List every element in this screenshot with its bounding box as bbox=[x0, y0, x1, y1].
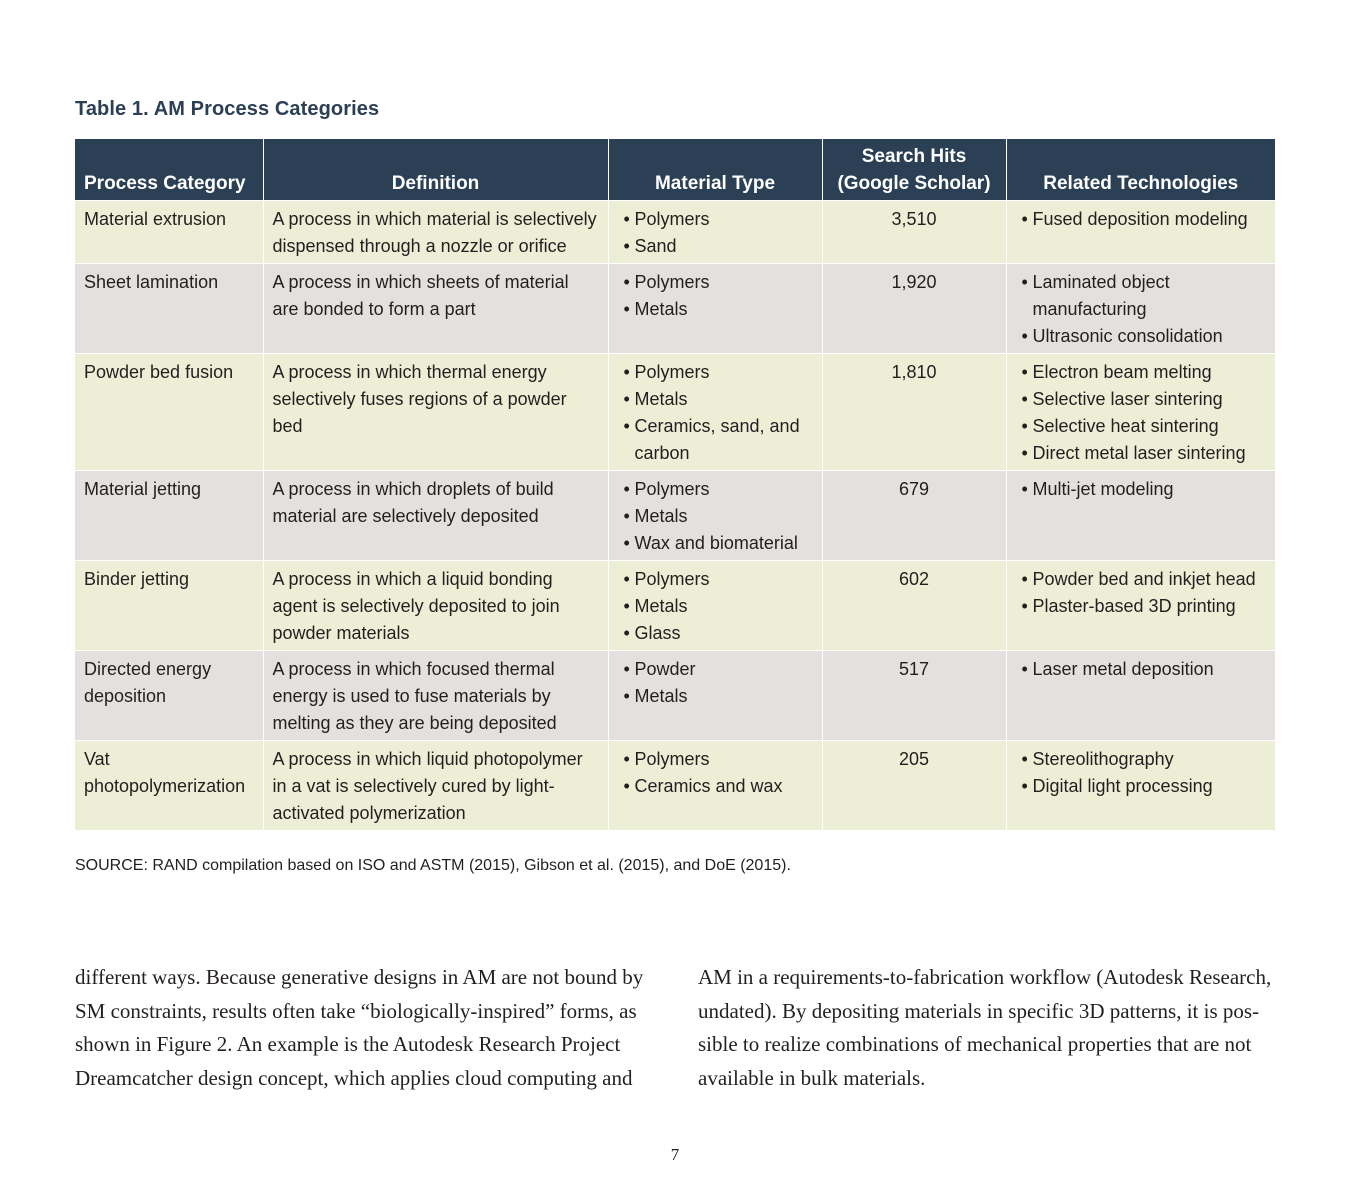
definition-cell: A process in which thermal energy selectively fuses regions of a powder bed bbox=[263, 354, 608, 471]
tech-item: • Direct metal laser sintering bbox=[1016, 440, 1267, 467]
definition-cell: A process in which a liquid bonding agent is selectively deposited to join powder materials bbox=[263, 561, 608, 651]
tech-item: • Powder bed and inkjet head bbox=[1016, 566, 1267, 593]
definition-cell: A process in which focused thermal energy is used to fuse materials by melting as they are being deposited bbox=[263, 651, 608, 741]
material-cell bbox=[608, 651, 822, 741]
tech-cell bbox=[1006, 741, 1275, 831]
material-item: • Polymers bbox=[618, 476, 813, 503]
material-item: • Metals bbox=[618, 296, 813, 323]
category-cell: Binder jetting bbox=[75, 561, 263, 651]
hits-cell: 517 bbox=[822, 651, 1006, 741]
table-row bbox=[75, 471, 1275, 561]
category-cell: Material jetting bbox=[75, 471, 263, 561]
category-cell: Directed energy deposition bbox=[75, 651, 263, 741]
body-text-right-column: AM in a requirements-to-fabrication workflow (Autodesk Research, undated). By depositing materials in specific 3D patterns, it is possible to realize combinations of mechanical properties that are not available in bulk materials. bbox=[698, 965, 1272, 1090]
material-item: • Powder bbox=[618, 656, 813, 683]
material-item: • Metals bbox=[618, 503, 813, 530]
tech-item: • Stereolithography bbox=[1016, 746, 1267, 773]
table-row bbox=[75, 651, 1275, 741]
tech-item: • Multi-jet modeling bbox=[1016, 476, 1267, 503]
definition-cell: A process in which sheets of material are bonded to form a part bbox=[263, 264, 608, 354]
definition-cell: A process in which droplets of build material are selectively deposited bbox=[263, 471, 608, 561]
tech-item: • Selective heat sintering bbox=[1016, 413, 1267, 440]
material-item: • Polymers bbox=[618, 269, 813, 296]
material-item: • Sand bbox=[618, 233, 813, 260]
tech-item: • Fused deposition modeling bbox=[1016, 206, 1267, 233]
category-cell: Powder bed fusion bbox=[75, 354, 263, 471]
table-row bbox=[75, 264, 1275, 354]
material-item: • Ceramics, sand, and carbon bbox=[618, 413, 813, 467]
table-row bbox=[75, 354, 1275, 471]
table-row bbox=[75, 741, 1275, 831]
tech-cell bbox=[1006, 201, 1275, 264]
material-cell bbox=[608, 201, 822, 264]
header-related-technologies: Related Technologies bbox=[1006, 139, 1275, 201]
category-cell: Sheet lamination bbox=[75, 264, 263, 354]
table-row bbox=[75, 201, 1275, 264]
material-item: • Glass bbox=[618, 620, 813, 647]
tech-cell bbox=[1006, 354, 1275, 471]
process-categories-table bbox=[75, 139, 1275, 830]
category-cell: Vat photopolymerization bbox=[75, 741, 263, 831]
material-item: • Polymers bbox=[618, 746, 813, 773]
material-item: • Polymers bbox=[618, 359, 813, 386]
tech-cell bbox=[1006, 264, 1275, 354]
tech-item: • Digital light processing bbox=[1016, 773, 1267, 800]
definition-cell: A process in which liquid photopolymer in a vat is selectively cured by light-activated polymerization bbox=[263, 741, 608, 831]
hits-cell: 3,510 bbox=[822, 201, 1006, 264]
header-material-type: Material Type bbox=[608, 139, 822, 201]
header-definition: Definition bbox=[263, 139, 608, 201]
material-item: • Polymers bbox=[618, 206, 813, 233]
material-item: • Polymers bbox=[618, 566, 813, 593]
material-item: • Wax and biomaterial bbox=[618, 530, 813, 557]
body-text-left-column: different ways. Because generative designs in AM are not bound by SM constraints, results often take “biologically-inspired” forms, as shown in Figure 2. An example is the Autodesk Research Project Dreamcatcher design concept, which applies cloud computing and bbox=[75, 965, 644, 1090]
hits-cell: 1,810 bbox=[822, 354, 1006, 471]
material-cell bbox=[608, 561, 822, 651]
material-item: • Ceramics and wax bbox=[618, 773, 813, 800]
tech-cell bbox=[1006, 471, 1275, 561]
header-search-hits: Search Hits (Google Scholar) bbox=[822, 139, 1006, 201]
tech-item: • Ultrasonic consolidation bbox=[1016, 323, 1267, 350]
table-source-note: SOURCE: RAND compilation based on ISO and ASTM (2015), Gibson et al. (2015), and DoE (2015). bbox=[75, 857, 791, 874]
header-process-category: Process Category bbox=[75, 139, 263, 201]
material-cell bbox=[608, 264, 822, 354]
tech-item: • Plaster-based 3D printing bbox=[1016, 593, 1267, 620]
tech-item: • Laser metal deposition bbox=[1016, 656, 1267, 683]
table-header-row bbox=[75, 139, 1275, 201]
material-item: • Metals bbox=[618, 386, 813, 413]
hits-cell: 602 bbox=[822, 561, 1006, 651]
table-row bbox=[75, 561, 1275, 651]
material-item: • Metals bbox=[618, 683, 813, 710]
tech-item: • Selective laser sintering bbox=[1016, 386, 1267, 413]
table-title: Table 1. AM Process Categories bbox=[75, 98, 380, 120]
material-cell bbox=[608, 741, 822, 831]
page-number: 7 bbox=[670, 1145, 680, 1164]
hits-cell: 679 bbox=[822, 471, 1006, 561]
material-cell bbox=[608, 354, 822, 471]
tech-item: • Electron beam melting bbox=[1016, 359, 1267, 386]
definition-cell: A process in which material is selectively dispensed through a nozzle or orifice bbox=[263, 201, 608, 264]
material-cell bbox=[608, 471, 822, 561]
hits-cell: 205 bbox=[822, 741, 1006, 831]
tech-item: • Laminated object manufacturing bbox=[1016, 269, 1267, 323]
tech-cell bbox=[1006, 651, 1275, 741]
material-item: • Metals bbox=[618, 593, 813, 620]
hits-cell: 1,920 bbox=[822, 264, 1006, 354]
category-cell: Material extrusion bbox=[75, 201, 263, 264]
tech-cell bbox=[1006, 561, 1275, 651]
